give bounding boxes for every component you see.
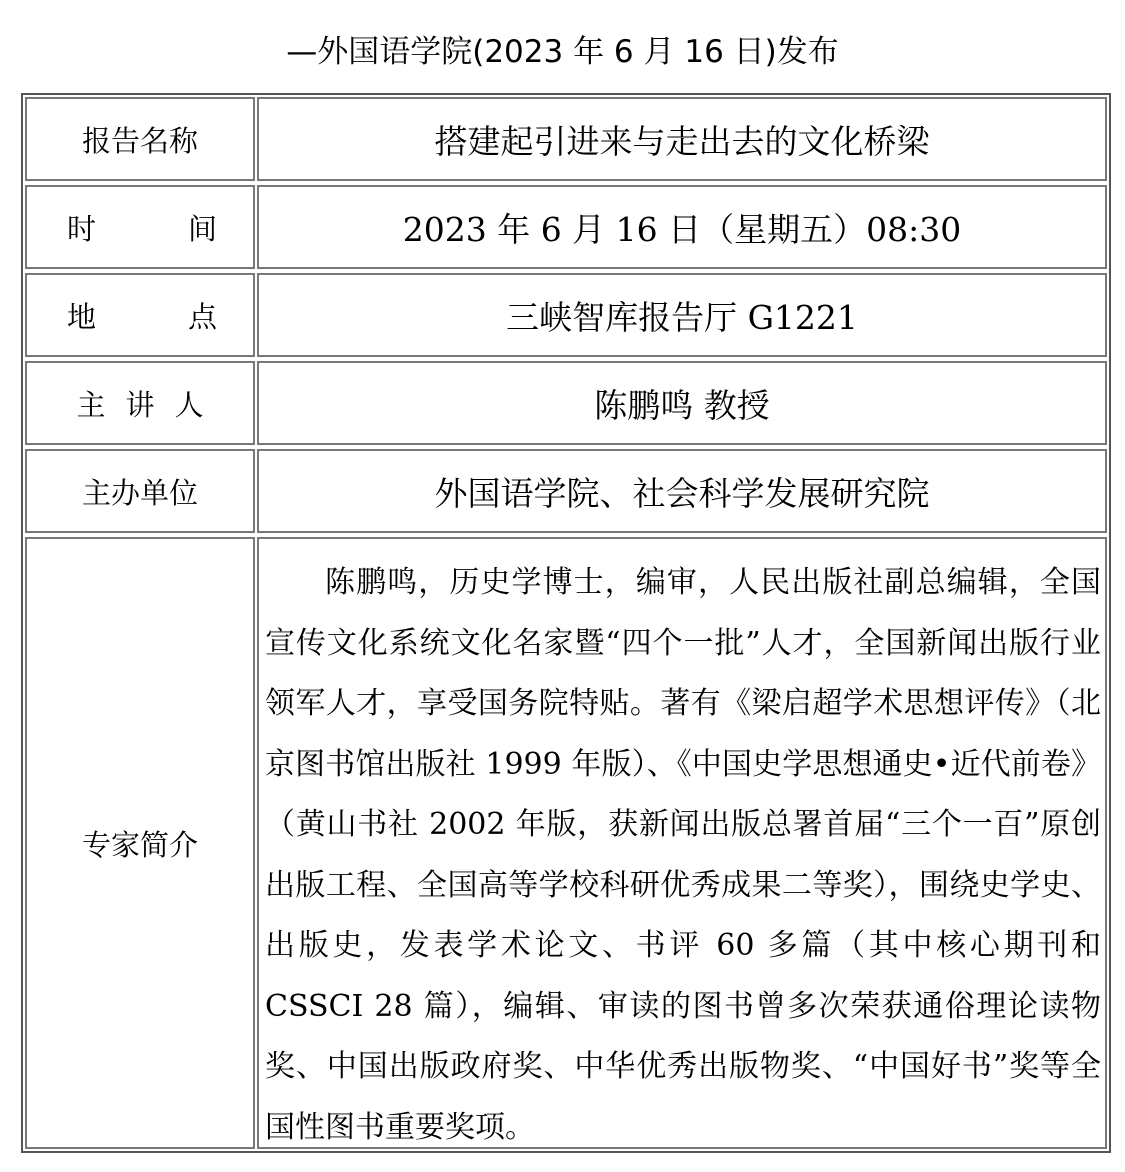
table-row-speaker [23, 359, 1109, 447]
report-name-label: 报告名称 [25, 97, 255, 181]
table-row-location [23, 271, 1109, 359]
report-name-value: 搭建起引进来与走出去的文化桥梁 [257, 97, 1107, 181]
organizer-label: 主办单位 [25, 449, 255, 533]
organizer-value: 外国语学院、社会科学发展研究院 [257, 449, 1107, 533]
table-row-time [23, 183, 1109, 271]
table-row-expert-bio [23, 535, 1109, 1151]
time-label [25, 185, 255, 269]
location-label [25, 273, 255, 357]
speaker-label [25, 361, 255, 445]
location-value: 三峡智库报告厅 G1221 [257, 273, 1107, 357]
location-label-char-2: 点 [187, 299, 217, 334]
time-value: 2023 年 6 月 16 日（星期五）08:30 [257, 185, 1107, 269]
speaker-label-char-1: 主 [76, 387, 106, 422]
table-row-organizer [23, 447, 1109, 535]
speaker-value: 陈鹏鸣 教授 [257, 361, 1107, 445]
location-label-char-1: 地 [67, 299, 97, 334]
time-label-char-2: 间 [187, 211, 217, 246]
expert-bio-cell [257, 537, 1107, 1149]
time-label-char-1: 时 [67, 211, 97, 246]
speaker-label-char-3: 人 [174, 387, 204, 422]
expert-bio-text: 陈鹏鸣，历史学博士，编审，人民出版社副总编辑，全国宣传文化系统文化名家暨“四个一批”人才，全国新闻出版行业领军人才，享受国务院特贴。著有《梁启超学术思想评传》（北京图书馆出版社 1999 年版）、《中国史学思想通史•近代前卷》（黄山书社 2002 年版，获新闻出版总署首届“三个一百”原创出版工程、全国高等学校科研优秀成果二等奖），围绕史学史、出版史，发表学术论文、书评 60 多篇（其中核心期刊和 CSSCI 28 篇），编辑、审读的图书曾多次荣获通俗理论读物奖、中国出版政府奖、中华优秀出版物奖、“中国好书”奖等全国性图书重要奖项。 [265, 565, 1101, 1145]
page-title: —外国语学院(2023 年 6 月 16 日)发布 [286, 34, 839, 70]
speaker-label-char-2: 讲 [125, 387, 155, 422]
lecture-info-table [21, 93, 1111, 1153]
table-row-report-name [23, 95, 1109, 183]
expert-bio-label: 专家简介 [25, 537, 255, 1149]
